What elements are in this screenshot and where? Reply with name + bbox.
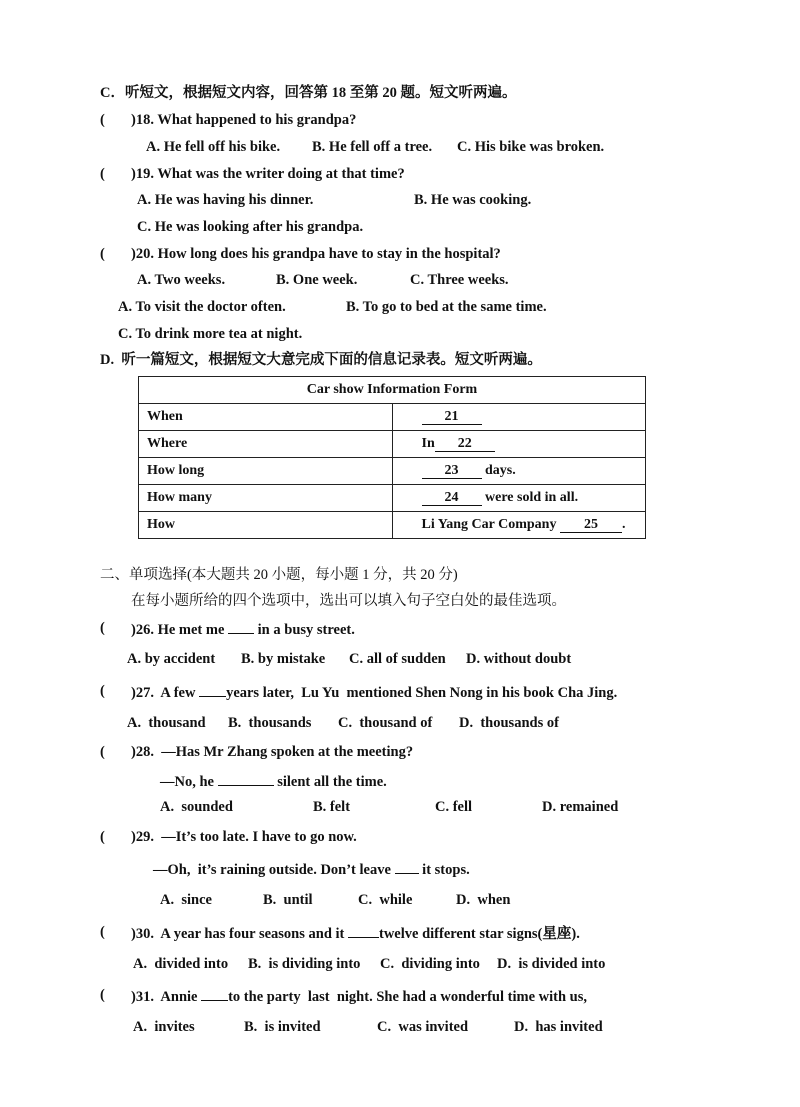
row-label: When	[139, 404, 393, 431]
question-18: )18. What happened to his grandpa?	[131, 112, 357, 128]
option: A. sounded	[160, 799, 233, 815]
question-28: )28. —Has Mr Zhang spoken at the meeting?	[131, 744, 414, 760]
option: B. One week.	[276, 272, 358, 288]
blank-line	[348, 923, 379, 938]
answer-paren: (	[100, 744, 105, 760]
row-value: Li Yang Car Company 25 .	[392, 512, 646, 539]
option: B. by mistake	[241, 651, 326, 667]
option: D. thousands of	[459, 715, 559, 731]
option: A. divided into	[133, 956, 229, 972]
option: A. by accident	[127, 651, 216, 667]
table-row	[139, 512, 646, 539]
row-label: How many	[139, 485, 393, 512]
option: C. while	[358, 892, 413, 908]
question-29: )29. —It’s too late. I have to go now.	[131, 829, 357, 845]
option: A. since	[160, 892, 212, 908]
row-value: In 22	[392, 431, 646, 458]
row-label: How	[139, 512, 393, 539]
question-20: )20. How long does his grandpa have to stay in the hospital?	[131, 246, 501, 262]
question-26: )26. He met me in a busy street.	[131, 619, 355, 639]
row-label: How long	[139, 458, 393, 485]
answer-paren: (	[100, 620, 105, 636]
answer-paren: (	[100, 987, 105, 1003]
option: A. To visit the doctor often.	[118, 299, 286, 315]
blank-line	[218, 771, 274, 786]
answer-paren: (	[100, 112, 105, 128]
answer-paren: (	[100, 829, 105, 845]
option: B. is invited	[244, 1019, 321, 1035]
blank-line	[228, 619, 254, 634]
section-c-heading: C．听短文，根据短文内容，回答第 18 至第 20 题。短文听两遍。	[100, 85, 517, 101]
option: B. felt	[313, 799, 351, 815]
option: B. He fell off a tree.	[312, 139, 433, 155]
row-value	[392, 404, 646, 431]
option: C. Three weeks.	[410, 272, 509, 288]
option: A. He was having his dinner.	[137, 192, 314, 208]
option: A. thousand	[127, 715, 206, 731]
answer-paren: (	[100, 246, 105, 262]
option: B. To go to bed at the same time.	[346, 299, 547, 315]
row-label: Where	[139, 431, 393, 458]
option: D. remained	[542, 799, 619, 815]
answer-blank-21[interactable]: 21	[422, 409, 482, 425]
answer-blank-25[interactable]: 25	[560, 517, 622, 533]
option: A. invites	[133, 1019, 195, 1035]
option: B. thousands	[228, 715, 312, 731]
option: C. all of sudden	[349, 651, 446, 667]
option: B. is dividing into	[248, 956, 361, 972]
option: A. Two weeks.	[137, 272, 226, 288]
answer-paren: (	[100, 924, 105, 940]
section-d-heading: D. 听一篇短文，根据短文大意完成下面的信息记录表。短文听两遍。	[100, 352, 542, 368]
table-row	[139, 431, 646, 458]
car-show-info-form	[138, 376, 646, 539]
option: C. He was looking after his grandpa.	[137, 219, 364, 235]
answer-blank-23[interactable]: 23	[422, 463, 482, 479]
blank-line	[395, 859, 419, 874]
table-row	[139, 404, 646, 431]
option: C. His bike was broken.	[457, 139, 605, 155]
question-30: )30. A year has four seasons and it twelve different star signs(星座).	[131, 923, 580, 943]
option: A. He fell off his bike.	[146, 139, 281, 155]
option: C. was invited	[377, 1019, 469, 1035]
option: C. thousand of	[338, 715, 433, 731]
option: C. To drink more tea at night.	[118, 326, 303, 342]
question-31: )31. Annie to the party last night. She had a wonderful time with us,	[131, 986, 587, 1006]
option: B. until	[263, 892, 313, 908]
question-28-line2: —No, he silent all the time.	[160, 771, 387, 791]
row-value: 24 were sold in all.	[392, 485, 646, 512]
answer-paren: (	[100, 166, 105, 182]
part2-instruction: 在每小题所给的四个选项中，选出可以填入句子空白处的最佳选项。	[131, 593, 566, 609]
answer-blank-22[interactable]: 22	[435, 436, 495, 452]
table-title: Car show Information Form	[139, 377, 646, 404]
blank-line	[199, 682, 226, 697]
part2-heading: 二、单项选择(本大题共 20 小题，每小题 1 分，共 20 分)	[100, 567, 458, 583]
answer-blank-24[interactable]: 24	[422, 490, 482, 506]
option: C. fell	[435, 799, 473, 815]
row-value: 23 days.	[392, 458, 646, 485]
question-19: )19. What was the writer doing at that time?	[131, 166, 405, 182]
blank-line	[201, 986, 228, 1001]
option: B. He was cooking.	[414, 192, 532, 208]
option: C. dividing into	[380, 956, 480, 972]
table-row	[139, 458, 646, 485]
question-29-line2: —Oh, it’s raining outside. Don’t leave it stops.	[153, 859, 470, 879]
answer-paren: (	[100, 683, 105, 699]
option: D. is divided into	[497, 956, 606, 972]
question-27: )27. A few years later, Lu Yu mentioned Shen Nong in his book Cha Jing.	[131, 682, 617, 702]
option: D. when	[456, 892, 511, 908]
table-row	[139, 485, 646, 512]
option: D. without doubt	[466, 651, 572, 667]
option: D. has invited	[514, 1019, 603, 1035]
